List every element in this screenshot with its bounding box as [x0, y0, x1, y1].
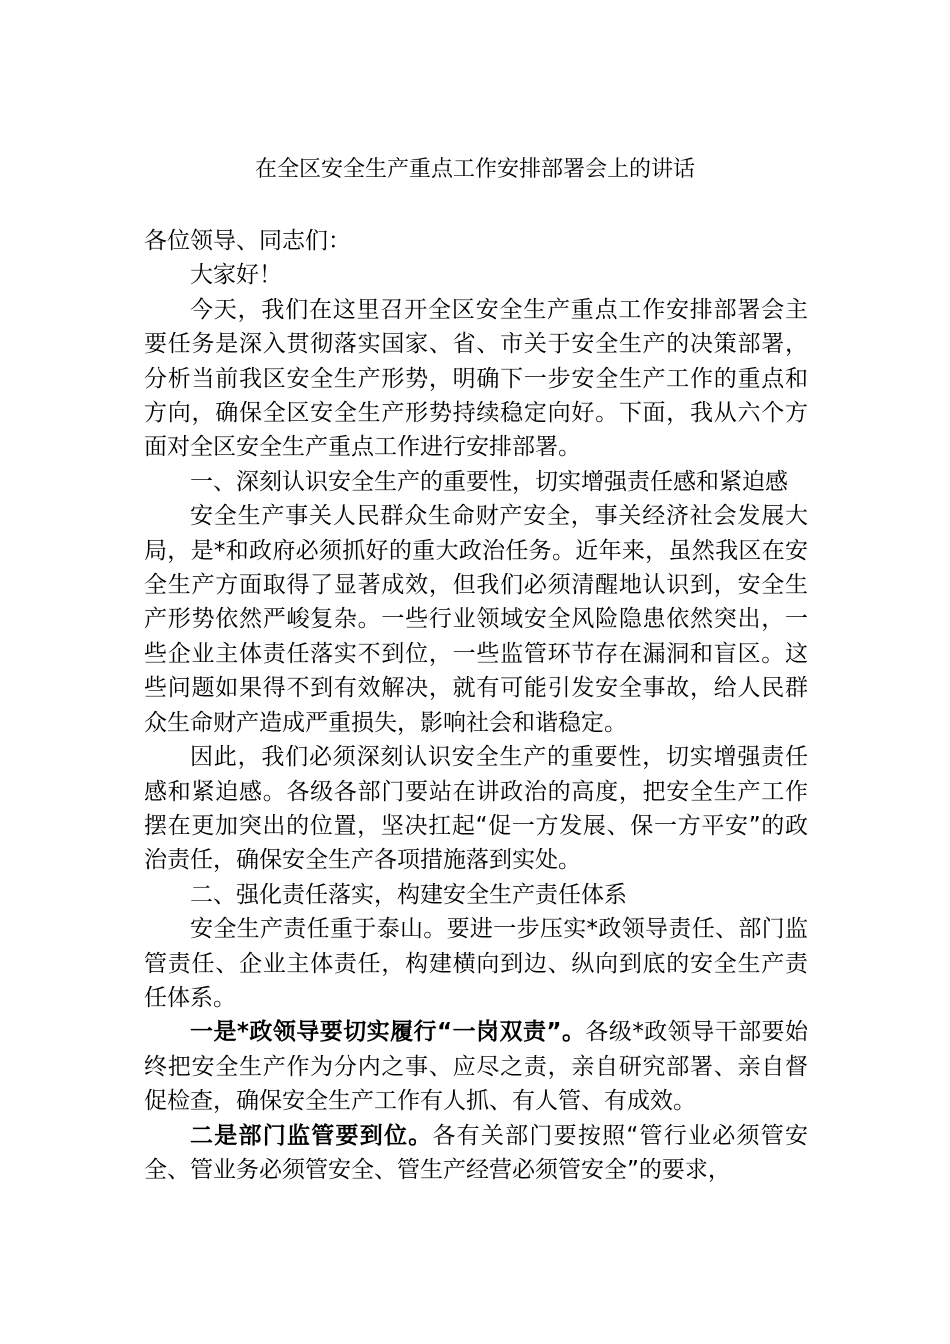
paragraph-therefore — [144, 740, 808, 878]
point-lead: 二是部门监管要到位。 — [190, 1122, 433, 1149]
greeting: 大家好！ — [190, 262, 282, 289]
paragraph-text: 安全生产责任重于泰山。要进一步压实*政领导责任、部门监管责任、企业主体责任，构建横向到边、纵向到底的安全生产责任体系。 — [144, 916, 808, 1011]
paragraph-text: 因此，我们必须深刻认识安全生产的重要性，切实增强责任感和紧迫感。各级各部门要站在讲政治的高度，把安全生产工作摆在更加突出的位置，坚决扛起“促一方发展、保一方平安”的政治责任，确保安全生产各项措施落到实处。 — [144, 744, 808, 874]
paragraph-point-1 — [144, 1015, 808, 1118]
paragraph-text: 各有关部门要按照“管行业必须管安全、管业务必须管安全、管生产经营必须管安全”的要求， — [144, 1122, 808, 1183]
section-heading-text: 一、深刻认识安全生产的重要性，切实增强责任感和紧迫感 — [190, 468, 788, 495]
salutation: 各位领导、同志们： — [144, 228, 351, 254]
paragraph-importance — [144, 499, 808, 740]
section-heading-1 — [144, 465, 808, 499]
paragraph-intro — [144, 293, 808, 465]
document-title: 在全区安全生产重点工作安排部署会上的讲话 — [254, 157, 695, 182]
document-body — [144, 224, 808, 1187]
paragraph-text: 今天，我们在这里召开全区安全生产重点工作安排部署会主要任务是深入贯彻落实国家、省、市关于安全生产的决策部署，分析当前我区安全生产形势，明确下一步安全生产工作的重点和方向，确保全区安全生产形势持续稳定向好。下面，我从六个方面对全区安全生产重点工作进行安排部署。 — [144, 296, 808, 461]
paragraph-text: 安全生产事关人民群众生命财产安全，事关经济社会发展大局，是*和政府必须抓好的重大政治任务。近年来，虽然我区在安全生产方面取得了显著成效，但我们必须清醒地认识到，安全生产形势依然严峻复杂。一些行业领域安全风险隐患依然突出，一些企业主体责任落实不到位，一些监管环节存在漏洞和盲区。这些问题如果得不到有效解决，就有可能引发安全事故，给人民群众生命财产造成严重损失，影响社会和谐稳定。 — [144, 503, 808, 736]
paragraph-responsibility — [144, 912, 808, 1015]
section-heading-2 — [144, 878, 808, 912]
section-heading-text: 二、强化责任落实，构建安全生产责任体系 — [190, 881, 627, 908]
paragraph-point-2 — [144, 1119, 808, 1188]
paragraph-text: 各级*政领导干部要始终把安全生产作为分内之事、应尽之责，亲自研究部署、亲自督促检查，确保安全生产工作有人抓、有人管、有成效。 — [144, 1019, 808, 1115]
point-lead: 一是*政领导要切实履行“一岗双责”。 — [190, 1019, 586, 1046]
